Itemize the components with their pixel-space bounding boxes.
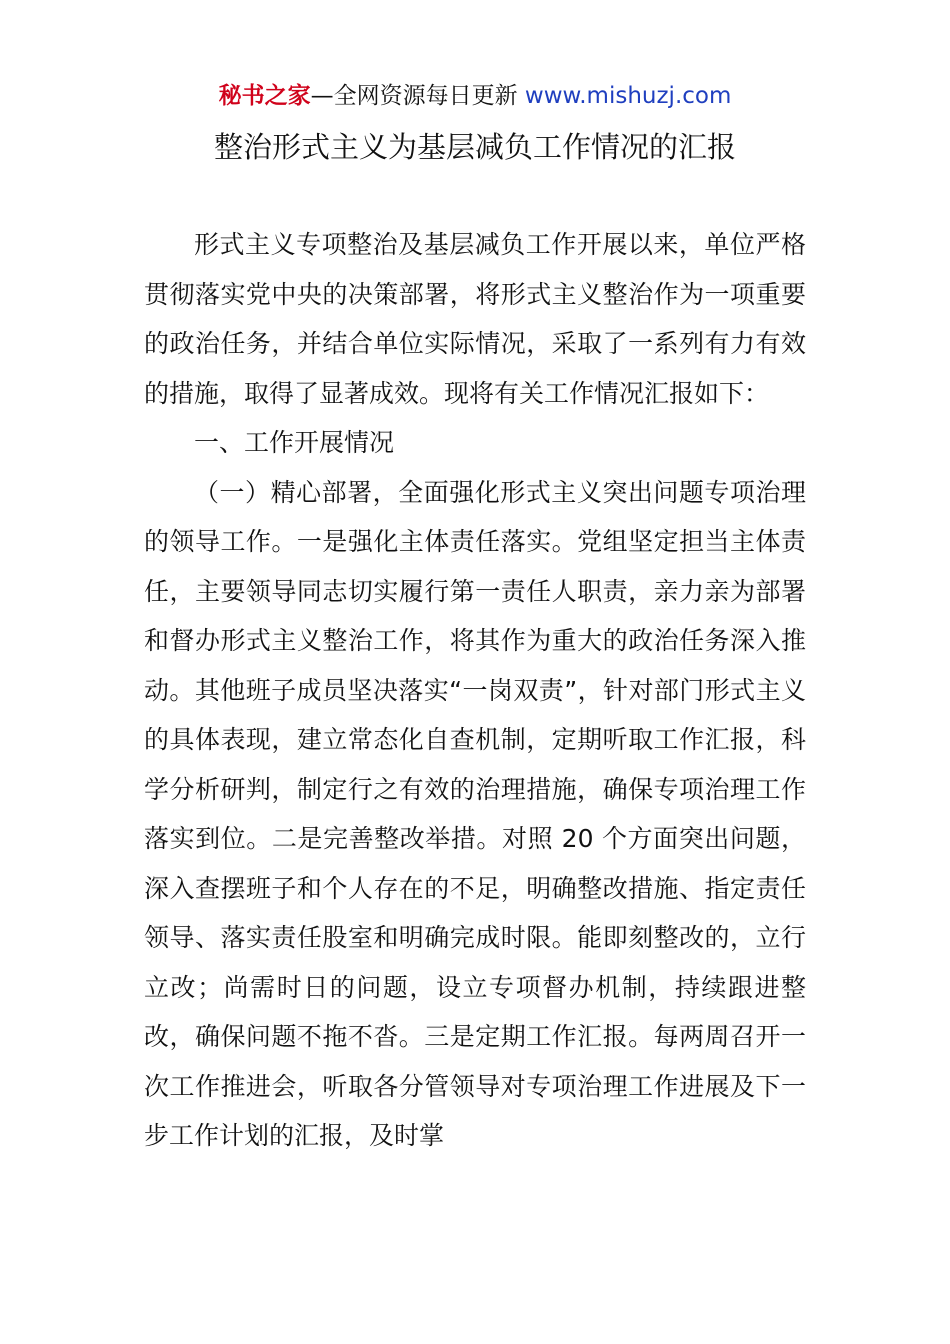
section-heading: 一、工作开展情况 <box>194 428 395 457</box>
intro-paragraph: 形式主义专项整治及基层减负工作开展以来，单位严格贯彻落实党中央的决策部署，将形式主义整治作为一项重要的政治任务，并结合单位实际情况，采取了一系列有力有效的措施，取得了显著成效。现将有关工作情况汇报如下： <box>144 230 806 408</box>
document-body <box>144 220 806 1161</box>
site-tagline: —全网资源每日更新 <box>310 83 518 109</box>
site-header <box>0 80 950 112</box>
document-title: 整治形式主义为基层减负工作情况的汇报 <box>213 130 736 164</box>
section-paragraph: （一）精心部署，全面强化形式主义突出问题专项治理的领导工作。一是强化主体责任落实。党组坚定担当主体责任，主要领导同志切实履行第一责任人职责，亲力亲为部署和督办形式主义整治工作，将其作为重大的政治任务深入推动。其他班子成员坚决落实“一岗双责”，针对部门形式主义的具体表现，建立常态化自查机制，定期听取工作汇报，科学分析研判，制定行之有效的治理措施，确保专项治理工作落实到位。二是完善整改举措。对照 20 个方面突出问题，深入查摆班子和个人存在的不足，明确整改措施、指定责任领导、落实责任股室和明确完成时限。能即刻整改的，立行立改；尚需时日的问题，设立专项督办机制，持续跟进整改，确保问题不拖不沓。三是定期工作汇报。每两周召开一次工作推进会，听取各分管领导对专项治理工作进展及下一步工作计划的汇报，及时掌 <box>144 477 806 1150</box>
site-url-link[interactable]: www.mishuzj.com <box>524 83 732 109</box>
site-brand: 秘书之家 <box>218 83 311 109</box>
